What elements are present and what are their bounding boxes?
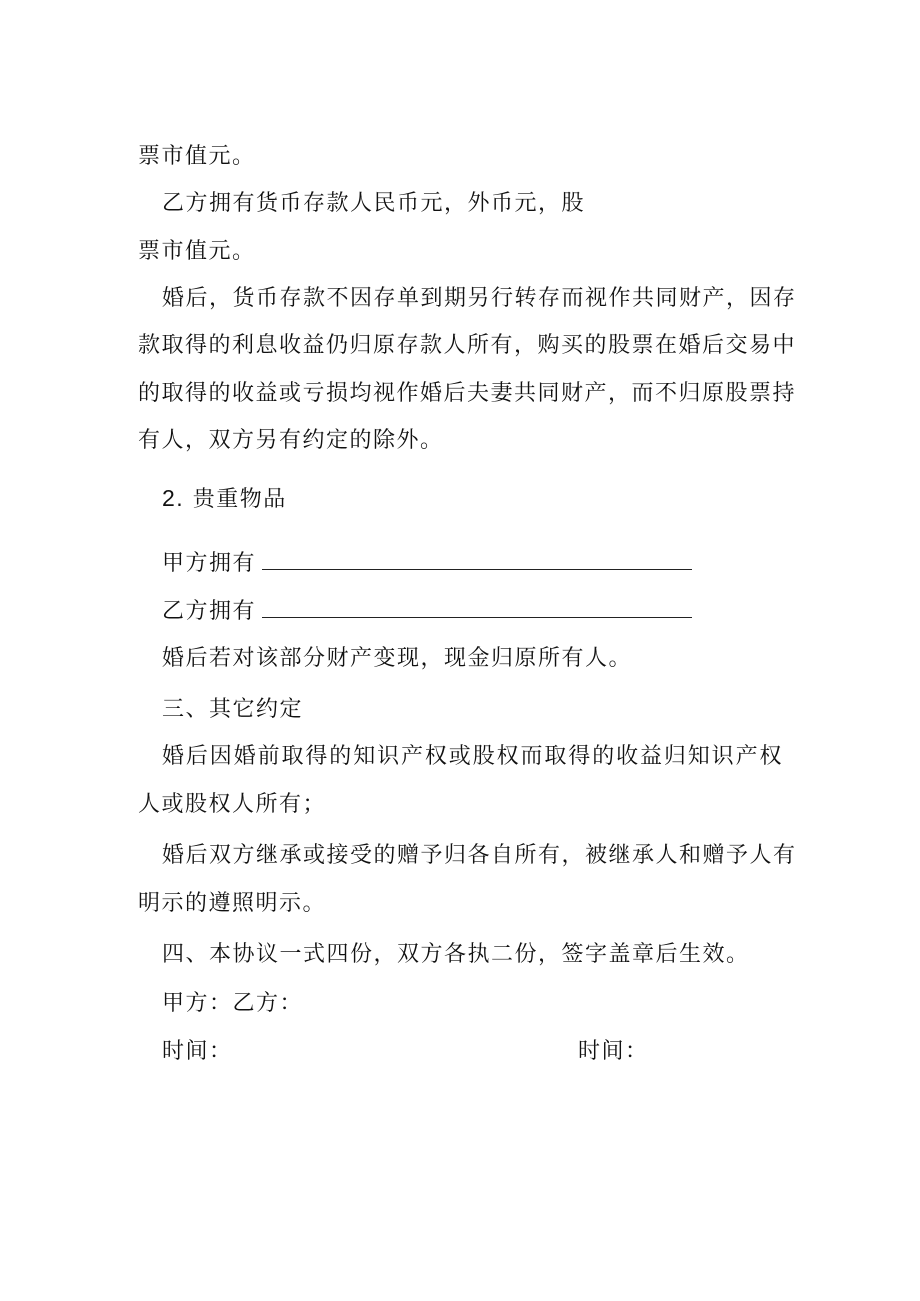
paragraph-line: 婚后，货币存款不因存单到期另行转存而视作共同财产，因存 [162, 286, 797, 311]
paragraph-line: 有人，双方另有约定的除外。 [138, 428, 444, 453]
paragraph-line: 人或股权人所有； [138, 792, 327, 817]
paragraph-line: 款取得的利息收益仍归原存款人所有，购买的股票在婚后交易中 [138, 333, 797, 358]
paragraph-line: 婚后双方继承或接受的赠予归各自所有，被继承人和赠予人有 [162, 843, 797, 868]
blank-underline [262, 617, 692, 618]
time-label-jia: 时间： [162, 1039, 233, 1064]
time-row [162, 1037, 920, 1067]
text-line: 婚后若对该部分财产变现，现金归原所有人。 [162, 646, 633, 671]
text-line: 乙方拥有货币存款人民币元，外币元，股 [162, 191, 586, 216]
text-line: 票市值元。 [138, 144, 256, 169]
jia-owns-label: 甲方拥有 [162, 551, 257, 576]
section-number: 2. [162, 485, 185, 511]
section-title: 贵重物品 [192, 487, 287, 512]
time-label-yi: 时间： [578, 1039, 649, 1064]
text-line: 四、本协议一式四份，双方各执二份，签字盖章后生效。 [162, 942, 750, 967]
paragraph-line: 婚后因婚前取得的知识产权或股权而取得的收益归知识产权 [162, 744, 783, 769]
yi-owns-label: 乙方拥有 [162, 599, 257, 624]
paragraph-line: 明示的遵照明示。 [138, 891, 327, 916]
jia-owns-field [162, 549, 920, 579]
paragraph-line: 的取得的收益或亏损均视作婚后夫妻共同财产，而不归原股票持 [138, 381, 797, 406]
section-heading [162, 483, 920, 515]
signature-line: 甲方：乙方： [162, 991, 304, 1016]
blank-underline [262, 569, 692, 570]
text-line: 票市值元。 [138, 239, 256, 264]
yi-owns-field [162, 597, 920, 627]
section-heading: 三、其它约定 [162, 697, 304, 722]
